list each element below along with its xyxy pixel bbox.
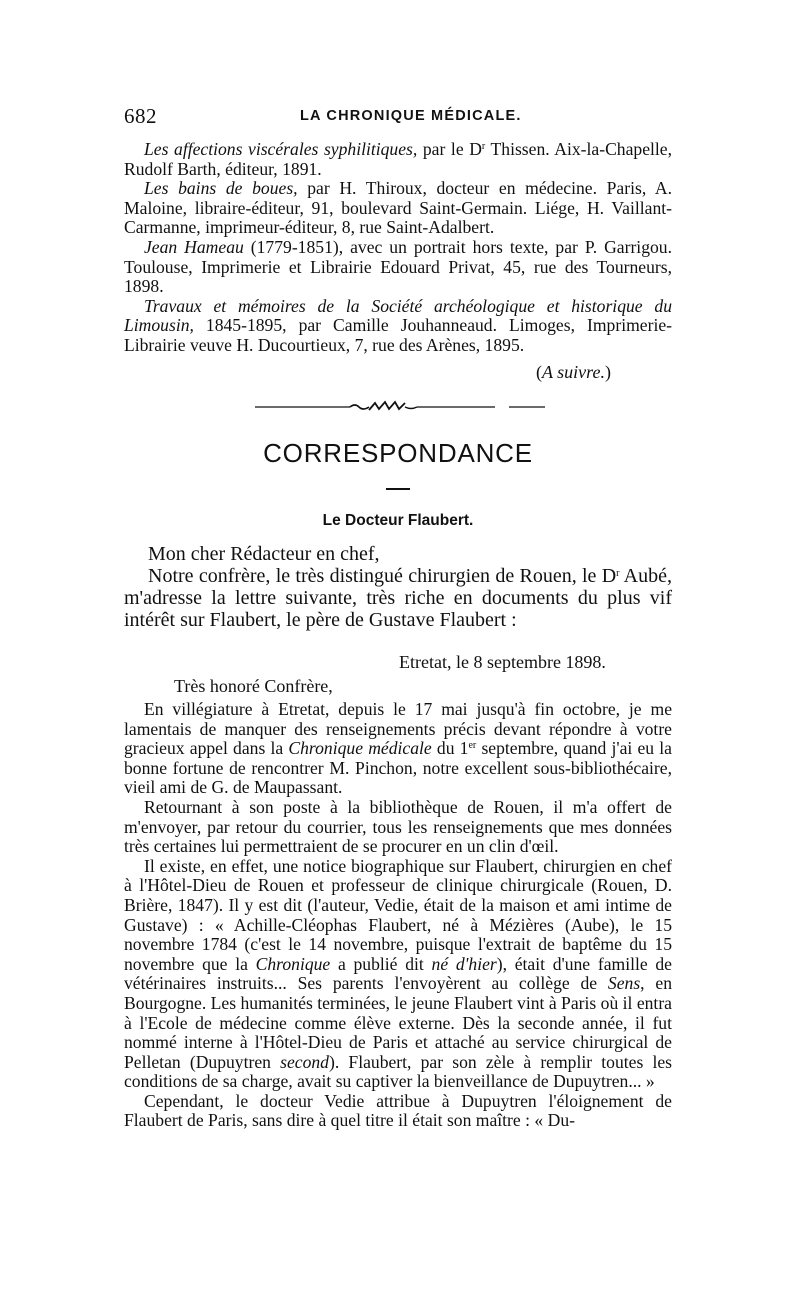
paragraph-text: En villégiature à Etretat, depuis le 17 mai jusqu'à fin octobre, je me lamentais de manquer des renseignements précis devant répondre à votre gracieux appel dans la	[124, 699, 672, 759]
intro-text: Notre confrère, le très distingué chirurgien de Rouen, le D	[148, 565, 617, 587]
entry-title: Les bains de boues,	[144, 178, 298, 199]
entry-text: 1845-1895, par Camille Jouhanneaud. Limoges, Imprimerie-Librairie veuve H. Ducourtieux, 7, rue des Arènes, 1895.	[124, 315, 672, 355]
superscript: r	[616, 568, 620, 579]
italic-text: né d'hier	[431, 953, 497, 974]
entry-title: Les affections viscérales syphilitiques,	[144, 139, 418, 159]
intro-paragraph	[124, 565, 672, 631]
paren-open: (	[536, 362, 542, 382]
letter-body	[124, 700, 672, 1131]
letter-paragraph	[124, 857, 672, 1092]
intro-text: Aubé, m'adresse la lettre suivante, très riche en documents du plus vif intérêt sur Flaubert, le père de Gustave Flaubert :	[124, 565, 673, 631]
superscript: r	[481, 141, 486, 152]
section-heading: CORRESPONDANCE	[263, 438, 533, 468]
bibliography-entry	[124, 179, 672, 238]
entry-text: par H. Thiroux, docteur en médecine. Paris, A. Maloine, libraire-éditeur, 91, boulevard Saint-Germain. Liége, H. Vaillant-Carmanne, imprimeur-éditeur, 8, rue Saint-Adalbert.	[124, 178, 673, 238]
paragraph-text: , en Bourgogne. Les humanités terminées, le jeune Flaubert vint à Paris où il entra à l'Ecole de médecine comme élève externe. Dès la seconde année, il fut nommé interne à l'Hôtel-Dieu de Paris et attaché au service chirurgical de Pelletan (Dupuytren	[124, 973, 672, 1072]
bibliography-list	[124, 140, 672, 356]
italic-text: Chronique	[255, 953, 331, 974]
intro-block	[124, 543, 672, 631]
section-subheading: Le Docteur Flaubert.	[322, 512, 474, 529]
heading-rule	[386, 488, 410, 490]
bibliography-entry	[124, 238, 672, 297]
entry-text: Thissen. Aix-la-Chapelle, Rudolf Barth, éditeur, 1891.	[124, 139, 673, 179]
entry-title: Jean Hameau	[144, 236, 244, 257]
ornament-divider	[255, 398, 545, 416]
letter-paragraph: Cependant, le docteur Vedie attribue à Dupuytren l'éloignement de Flaubert de Paris, sans dire à quel titre il était son maître : « Du-	[124, 1090, 672, 1131]
paragraph-text: a publié dit	[330, 953, 432, 974]
bibliography-entry	[124, 140, 672, 179]
superscript: er	[468, 740, 477, 752]
entry-text: (1779-1851), avec un portrait hors texte, par P. Garrigou. Toulouse, Imprimerie et Librairie Edouard Privat, 45, rue des Tourneurs, 1898.	[124, 236, 672, 297]
paren-close: )	[605, 362, 611, 382]
entry-text: par le D	[417, 139, 482, 159]
entry-title: Travaux et mémoires de la Société archéologique et historique du Limousin,	[124, 295, 672, 336]
to-be-continued-text: A suivre.	[542, 362, 605, 382]
page-number: 682	[124, 104, 157, 128]
letter-paragraph: Retournant à son poste à la bibliothèque de Rouen, il m'a offert de m'envoyer, par retour du courrier, tous les renseignements que mes données très certaines lui permettraient de se procurer en un clin d'œil.	[124, 796, 672, 857]
letter-paragraph	[124, 700, 672, 798]
paragraph-text: ), était d'une famille de vétérinaires instruits... Ses parents l'envoyèrent au collège de	[124, 953, 672, 994]
paragraph-text: du 1	[431, 738, 469, 759]
paragraph-text: ). Flaubert, par son zèle à remplir toutes les conditions de sa charge, avait su captiver la bienveillance de Dupuytren... »	[124, 1051, 673, 1092]
running-title: LA CHRONIQUE MÉDICALE.	[300, 108, 522, 124]
letter-salutation: Très honoré Confrère,	[174, 676, 333, 696]
paragraph-text: septembre, quand j'ai eu la bonne fortune de rencontrer M. Pinchon, notre excellent sous-bibliothécaire, vieil ami de G. de Maupassant.	[124, 738, 672, 798]
paragraph-text: Il existe, en effet, une notice biographique sur Flaubert, chirurgien en chef à l'Hôtel-Dieu de Rouen et professeur de clinique chirurgicale (Rouen, D. Brière, 1847). Il y est dit (l'auteur, Vedie, était de la maison et ami intime de Gustave) : « Achille-Cléophas Flaubert, né à Mézières (Aube), le 15 novembre 1784 (c'est le 14 novembre, puisque l'extrait de baptême du 15 novembre que la	[124, 855, 672, 974]
italic-text: Sens	[607, 973, 641, 994]
to-be-continued	[536, 362, 611, 383]
letter-dateline: Etretat, le 8 septembre 1898.	[399, 652, 606, 672]
italic-text: second	[280, 1051, 329, 1072]
page-header	[124, 104, 672, 134]
bibliography-entry	[124, 297, 672, 356]
greeting: Mon cher Rédacteur en chef,	[148, 543, 380, 565]
italic-text: Chronique médicale	[288, 738, 432, 759]
